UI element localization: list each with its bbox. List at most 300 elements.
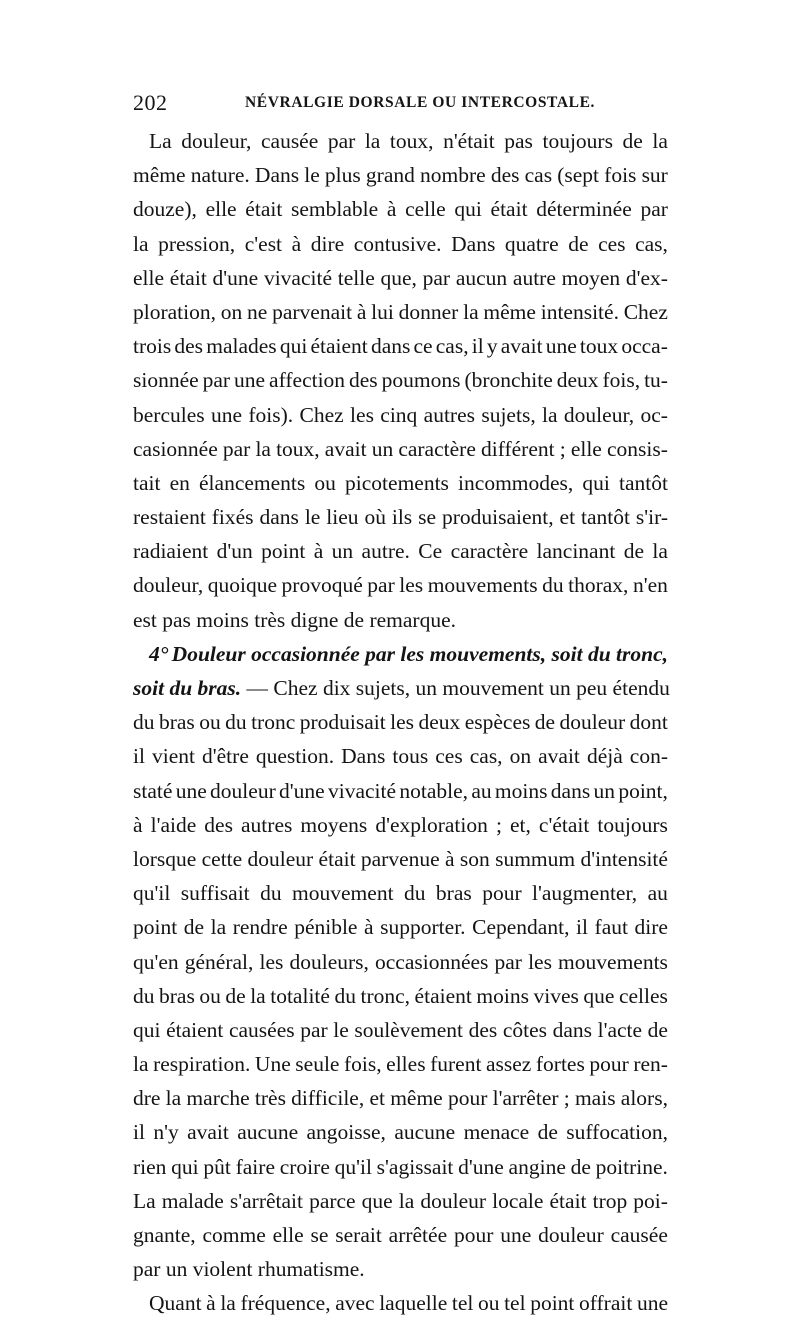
- word: dire: [634, 915, 668, 940]
- word: la: [220, 1291, 236, 1316]
- word: moins: [476, 983, 529, 1008]
- word: malades: [206, 334, 277, 359]
- word: s'arrêtait: [229, 1188, 303, 1213]
- word: d'une: [279, 778, 325, 803]
- word: élancements: [199, 470, 306, 495]
- word: côtes: [502, 1017, 548, 1042]
- word: consis-: [606, 436, 668, 461]
- word: était: [318, 846, 356, 871]
- word: de: [568, 231, 589, 256]
- text-line: [133, 363, 668, 397]
- word: toujours: [542, 129, 613, 153]
- word: vient: [151, 744, 195, 769]
- word: trop: [592, 1188, 628, 1213]
- text-line: [133, 1115, 668, 1149]
- word: l'aide: [150, 812, 197, 837]
- word: pour: [589, 1052, 629, 1077]
- word: se: [418, 505, 437, 530]
- word: donner: [398, 299, 459, 324]
- word: angine: [508, 1154, 566, 1179]
- word: ou: [199, 710, 221, 735]
- word: douleurs,: [289, 949, 369, 974]
- running-head: [133, 90, 668, 114]
- word: La: [149, 129, 172, 153]
- word: on: [509, 744, 532, 769]
- word: poitrine.: [595, 1154, 668, 1179]
- word: s'agissait: [376, 1154, 454, 1179]
- word: (bronchite: [464, 368, 553, 393]
- text-line: [133, 1013, 668, 1047]
- text-line: [133, 808, 668, 842]
- word: caractère: [398, 436, 476, 461]
- word: par: [494, 949, 522, 974]
- word: la: [210, 915, 227, 940]
- word: les: [399, 573, 424, 598]
- word: cinq: [380, 402, 418, 427]
- word: pas: [504, 129, 533, 153]
- word: déterminée: [536, 197, 632, 222]
- word: laquelle: [379, 1291, 448, 1316]
- word: du: [225, 710, 247, 735]
- text-line: [133, 124, 668, 158]
- word: parvenue: [360, 846, 440, 871]
- word: grand: [365, 163, 415, 188]
- word: pour: [482, 881, 522, 906]
- word: la: [364, 129, 381, 153]
- word: dont: [629, 710, 668, 735]
- word: d'exploration: [375, 812, 488, 837]
- word: Ce: [418, 539, 443, 564]
- word: mouvements: [427, 573, 538, 598]
- word: cas,: [469, 744, 503, 769]
- word: autre: [512, 265, 556, 290]
- word: ren-: [633, 1052, 668, 1077]
- text-line: [133, 568, 668, 602]
- text-line: [133, 534, 668, 568]
- word: causée: [260, 129, 319, 153]
- word: semblable: [291, 197, 379, 222]
- word: à: [313, 539, 324, 564]
- word: à: [206, 1291, 216, 1316]
- word: à: [133, 812, 143, 837]
- word: étaient: [414, 983, 472, 1008]
- word: furent: [430, 1052, 482, 1077]
- word: parvenait: [272, 299, 353, 324]
- word: un: [593, 778, 616, 803]
- word: bras: [435, 881, 472, 906]
- word: les: [390, 710, 415, 735]
- word: sur: [641, 163, 668, 188]
- word: différent: [480, 436, 555, 461]
- word: n'était: [443, 129, 495, 153]
- word: de: [622, 129, 643, 153]
- word: s'ir-: [635, 505, 668, 530]
- word: une: [636, 1291, 668, 1316]
- word: que: [583, 983, 615, 1008]
- text-line: par un violent rhumatisme.: [133, 1257, 365, 1282]
- word: Cependant,: [472, 915, 570, 940]
- word: fixés: [211, 505, 254, 530]
- word: même: [133, 163, 186, 188]
- word: telle: [337, 265, 375, 290]
- word: espèces: [464, 710, 531, 735]
- word: faire: [235, 1154, 275, 1179]
- text-line: est pas moins très digne de remarque.: [133, 607, 457, 632]
- word: de: [623, 539, 645, 564]
- word: par: [422, 265, 451, 290]
- word: moyens: [300, 812, 368, 837]
- word: fois,: [344, 1052, 382, 1077]
- word: occasionnées: [375, 949, 489, 974]
- word: tantôt: [619, 470, 668, 495]
- word: qui: [454, 197, 482, 222]
- word: tel: [451, 1291, 474, 1316]
- word: la: [652, 539, 668, 564]
- word: produisaient,: [441, 505, 554, 530]
- word: douleur,: [133, 573, 204, 598]
- word: dans: [370, 334, 411, 359]
- word: aucun: [455, 265, 508, 290]
- word: Dans: [254, 163, 300, 188]
- word: l'augmenter,: [532, 881, 638, 906]
- word: douleur: [538, 1223, 604, 1247]
- word: parce: [309, 1188, 356, 1213]
- word: ces: [598, 231, 626, 256]
- word: celles: [618, 983, 668, 1008]
- word: son: [459, 846, 490, 871]
- word: elles: [386, 1052, 426, 1077]
- word: à: [386, 197, 397, 222]
- word: causée: [610, 1223, 668, 1247]
- text-line: [133, 1150, 668, 1184]
- word: du: [133, 710, 155, 735]
- word: arrêtée: [388, 1223, 448, 1247]
- word: de: [647, 1017, 668, 1042]
- word: casionnée: [133, 436, 218, 461]
- word: une: [545, 334, 577, 359]
- text-line: [133, 979, 668, 1013]
- word: d'intensité: [580, 846, 668, 871]
- word: nature.: [190, 163, 250, 188]
- word: qu'il: [334, 1154, 372, 1179]
- word: assez: [485, 1052, 532, 1077]
- word: même: [483, 299, 536, 324]
- word: des: [490, 163, 520, 188]
- word: toux,: [389, 129, 434, 153]
- word: douleur,: [181, 129, 252, 153]
- text-line: [133, 1218, 668, 1252]
- word: étaient: [310, 334, 368, 359]
- word: pour: [453, 1223, 494, 1247]
- word: elle: [133, 265, 165, 290]
- word: fois: [604, 163, 637, 188]
- word: Une: [254, 1052, 291, 1077]
- text-line: [133, 329, 668, 363]
- word: ce: [413, 334, 433, 359]
- word: point: [530, 1291, 575, 1316]
- word: la: [133, 1052, 149, 1077]
- word: mouvements: [558, 949, 668, 974]
- word: par: [202, 368, 231, 393]
- word: tel: [504, 1291, 526, 1316]
- word: la: [542, 402, 558, 427]
- word: picotements: [345, 470, 449, 495]
- word: autres: [241, 812, 293, 837]
- word: de: [570, 1154, 591, 1179]
- word: plus: [324, 163, 361, 188]
- word: malade: [161, 1188, 224, 1213]
- word: était: [490, 197, 528, 222]
- word: qui: [582, 470, 610, 495]
- section-number: 4°: [149, 641, 169, 666]
- word: alors,: [620, 1086, 668, 1111]
- word: l'arrêter: [492, 1086, 559, 1111]
- word: supporter.: [380, 915, 466, 940]
- word: pénible: [294, 915, 358, 940]
- word: d'ex-: [625, 265, 668, 290]
- word: y: [486, 334, 498, 359]
- word: où: [364, 505, 386, 530]
- word: bras: [158, 710, 195, 735]
- word: locale: [492, 1188, 544, 1213]
- word: de: [537, 1120, 558, 1145]
- word: rien: [133, 1154, 167, 1179]
- word: à: [356, 299, 367, 324]
- word: et: [559, 505, 576, 530]
- word: bercules: [133, 402, 205, 427]
- word: elle: [205, 197, 237, 222]
- word: déjà: [586, 744, 623, 769]
- word: soulèvement: [354, 1017, 463, 1042]
- word: caractère: [450, 539, 529, 564]
- word: poumons: [381, 368, 461, 393]
- word: trois: [133, 334, 172, 359]
- word: ploration,: [133, 299, 216, 324]
- word: dans: [259, 505, 299, 530]
- word: il: [133, 744, 145, 769]
- word: difficile,: [291, 1086, 365, 1111]
- word: intensité.: [540, 299, 619, 324]
- word: mouvement: [292, 881, 394, 906]
- text-line: [133, 466, 668, 500]
- word: du: [403, 881, 426, 906]
- word: du: [133, 983, 155, 1008]
- text-line: [133, 432, 668, 466]
- word: staté: [133, 778, 173, 803]
- word: douze),: [133, 197, 197, 222]
- word: tait: [133, 470, 161, 495]
- word: La: [133, 1188, 156, 1213]
- word: ou: [314, 470, 336, 495]
- word: les: [259, 949, 284, 974]
- word: summum: [495, 846, 576, 871]
- word: il: [471, 334, 484, 359]
- word: un: [371, 436, 394, 461]
- word: point: [133, 915, 178, 940]
- word: du: [542, 573, 564, 598]
- word: en: [169, 470, 190, 495]
- word: un: [331, 539, 354, 564]
- word: d'une: [212, 265, 259, 290]
- section-heading-cont: soit du bras.: [133, 676, 242, 700]
- word: moins: [494, 778, 548, 803]
- word: quatre: [504, 231, 559, 256]
- word: des: [468, 1017, 498, 1042]
- word: cas,: [435, 334, 469, 359]
- section-heading: Douleur occasionnée par les mouvements, soit du tronc,: [171, 641, 668, 666]
- word: marche: [186, 1086, 250, 1111]
- word: affection: [269, 368, 346, 393]
- word: au: [471, 778, 492, 803]
- word: avait: [500, 334, 543, 359]
- word: oc-: [640, 402, 668, 427]
- word: notable,: [399, 778, 469, 803]
- word: douleur: [210, 778, 276, 803]
- word: même: [390, 1086, 443, 1111]
- word: toujours: [597, 812, 668, 837]
- word: une: [500, 1223, 532, 1247]
- word: occa-: [621, 334, 668, 359]
- text-line: [133, 500, 668, 534]
- word: Quant: [149, 1291, 202, 1316]
- text-line: [133, 158, 668, 192]
- word: ;: [563, 1086, 570, 1111]
- text-line: [133, 295, 668, 329]
- word: mais: [574, 1086, 616, 1111]
- word: c'était: [538, 812, 590, 837]
- word: cas,: [635, 231, 668, 256]
- word: étaient: [166, 1017, 224, 1042]
- word: angoisse,: [306, 1120, 386, 1145]
- word: par: [640, 197, 668, 222]
- word: les: [350, 402, 374, 427]
- word: lancinant: [536, 539, 616, 564]
- word: une: [234, 368, 266, 393]
- word: la: [652, 129, 668, 153]
- word: ne: [247, 299, 268, 324]
- word: celle: [405, 197, 446, 222]
- word: pour: [447, 1086, 488, 1111]
- word: thorax,: [568, 573, 629, 598]
- word: pression,: [158, 231, 236, 256]
- word: avait: [538, 744, 580, 769]
- word: avec: [335, 1291, 375, 1316]
- word: autre.: [361, 539, 410, 564]
- word: restaient: [133, 505, 206, 530]
- word: la: [398, 1188, 415, 1213]
- word: croire: [279, 1154, 330, 1179]
- word: deux: [556, 368, 599, 393]
- text-line: [133, 398, 668, 432]
- word: des: [349, 368, 378, 393]
- word: totalité: [270, 983, 330, 1008]
- section-heading-line: [133, 671, 668, 705]
- word: n'en: [632, 573, 668, 598]
- running-title: NÉVRALGIE DORSALE OU INTERCOSTALE.: [245, 94, 595, 111]
- word: une: [175, 778, 207, 803]
- word: faut: [594, 915, 628, 940]
- word: au: [647, 881, 668, 906]
- section-text: — Chez dix sujets, un mouvement un peu étendu: [246, 676, 670, 700]
- word: seule: [295, 1052, 340, 1077]
- word: général,: [184, 949, 254, 974]
- word: par: [222, 436, 251, 461]
- page-number: 202: [133, 90, 168, 115]
- word: du: [334, 983, 356, 1008]
- word: fois,: [602, 368, 641, 393]
- word: dans: [552, 1017, 593, 1042]
- word: elle: [272, 1223, 304, 1247]
- word: la: [133, 231, 149, 256]
- text-line: [133, 1184, 668, 1218]
- word: tronc,: [360, 983, 411, 1008]
- word: dire: [310, 231, 345, 256]
- word: Chez: [623, 299, 668, 324]
- word: l'acte: [597, 1017, 643, 1042]
- word: Chez: [299, 402, 344, 427]
- word: produisait: [299, 710, 386, 735]
- word: d'une: [458, 1154, 504, 1179]
- word: à: [364, 915, 374, 940]
- word: qu'il: [133, 881, 171, 906]
- word: la: [463, 299, 479, 324]
- word: tous: [392, 744, 429, 769]
- word: contusive.: [353, 231, 442, 256]
- text-line: [133, 1286, 668, 1320]
- word: douleur: [420, 1188, 487, 1213]
- word: avait: [324, 436, 367, 461]
- word: ;: [495, 812, 502, 837]
- word: qui: [171, 1154, 199, 1179]
- word: quoique: [207, 573, 278, 598]
- word: était: [245, 197, 283, 222]
- word: toux: [579, 334, 619, 359]
- word: que,: [380, 265, 417, 290]
- word: fréquence,: [240, 1291, 331, 1316]
- word: incommodes,: [458, 470, 574, 495]
- word: avait: [187, 1120, 229, 1145]
- word: Dans: [341, 744, 386, 769]
- word: une: [210, 402, 243, 427]
- word: con-: [629, 744, 668, 769]
- word: question.: [255, 744, 335, 769]
- word: qu'en: [133, 949, 179, 974]
- text-line: [133, 261, 668, 295]
- text-line: [133, 227, 668, 261]
- word: de: [534, 710, 556, 735]
- word: pût: [203, 1154, 231, 1179]
- text-line: [133, 945, 668, 979]
- word: offrait: [579, 1291, 633, 1316]
- word: Dans: [451, 231, 496, 256]
- word: serait: [335, 1223, 382, 1247]
- word: respiration.: [153, 1052, 251, 1077]
- word: vivacité: [263, 265, 332, 290]
- word: par: [367, 573, 395, 598]
- word: suffocation,: [566, 1120, 668, 1145]
- text-line: [133, 842, 668, 876]
- word: cas: [524, 163, 553, 188]
- text-line: [133, 192, 668, 226]
- word: lui: [371, 299, 394, 324]
- word: radiaient: [133, 539, 209, 564]
- word: le: [333, 1017, 349, 1042]
- word: le: [304, 505, 321, 530]
- body-text: [133, 124, 668, 1321]
- text-line: [133, 910, 668, 944]
- word: par: [300, 1017, 328, 1042]
- word: était: [169, 265, 207, 290]
